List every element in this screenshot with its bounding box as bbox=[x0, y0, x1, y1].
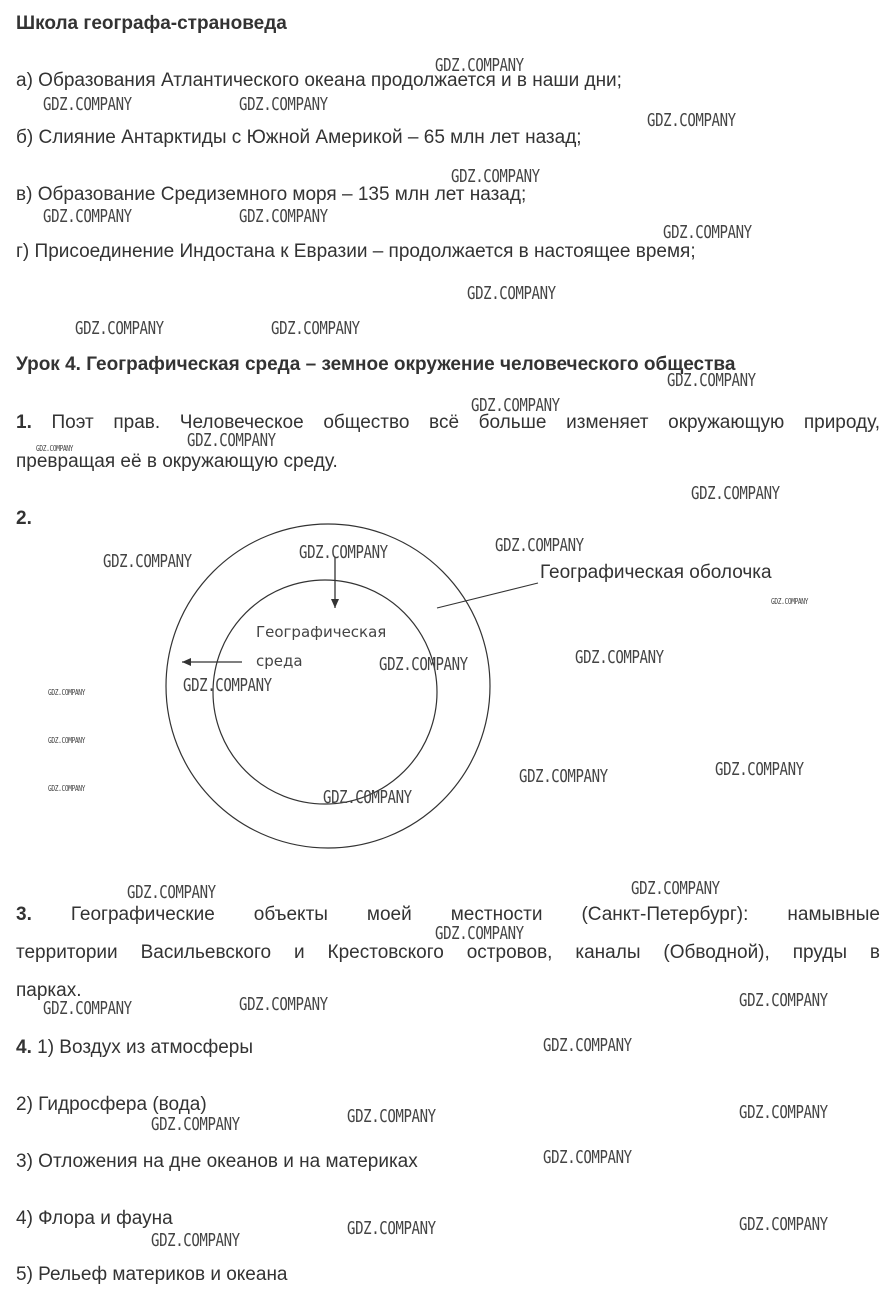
watermark: GDZ.COMPANY bbox=[543, 1147, 632, 1168]
watermark: GDZ.COMPANY bbox=[435, 923, 524, 944]
task4-item-5: 5) Рельеф материков и океана bbox=[16, 1264, 288, 1285]
watermark: GDZ.COMPANY bbox=[715, 759, 804, 780]
watermark: GDZ.COMPANY bbox=[48, 784, 86, 793]
watermark: GDZ.COMPANY bbox=[739, 990, 828, 1011]
watermark: GDZ.COMPANY bbox=[127, 882, 216, 903]
watermark: GDZ.COMPANY bbox=[519, 766, 608, 787]
task3-number: 3. bbox=[16, 904, 32, 925]
watermark: GDZ.COMPANY bbox=[187, 430, 276, 451]
school-item-b: б) Слияние Антарктиды с Южной Америкой – 65 млн лет назад; bbox=[16, 127, 582, 148]
watermark: GDZ.COMPANY bbox=[271, 318, 360, 339]
task1-text1: Поэт прав. Человеческое общество всё больше изменяет окружающую природу, bbox=[31, 412, 880, 433]
watermark: GDZ.COMPANY bbox=[323, 787, 412, 808]
watermark: GDZ.COMPANY bbox=[543, 1035, 632, 1056]
task1-number: 1. bbox=[16, 412, 32, 433]
inner-label-1: Географическая bbox=[256, 623, 387, 641]
task4-item-3: 3) Отложения на дне океанов и на материках bbox=[16, 1151, 418, 1172]
watermark: GDZ.COMPANY bbox=[495, 535, 584, 556]
watermark: GDZ.COMPANY bbox=[739, 1214, 828, 1235]
watermark: GDZ.COMPANY bbox=[151, 1114, 240, 1135]
watermark: GDZ.COMPANY bbox=[347, 1218, 436, 1239]
watermark: GDZ.COMPANY bbox=[43, 998, 132, 1019]
task2-number: 2. bbox=[16, 508, 32, 529]
watermark: GDZ.COMPANY bbox=[647, 110, 736, 131]
task4-number: 4. bbox=[16, 1037, 32, 1058]
task4-item-2: 2) Гидросфера (вода) bbox=[16, 1094, 207, 1115]
watermark: GDZ.COMPANY bbox=[239, 994, 328, 1015]
watermark: GDZ.COMPANY bbox=[103, 551, 192, 572]
task4-text1: 1) Воздух из атмосферы bbox=[31, 1037, 254, 1058]
watermark: GDZ.COMPANY bbox=[435, 55, 524, 76]
watermark: GDZ.COMPANY bbox=[239, 206, 328, 227]
task4-item-4: 4) Флора и фауна bbox=[16, 1208, 173, 1229]
watermark: GDZ.COMPANY bbox=[631, 878, 720, 899]
watermark: GDZ.COMPANY bbox=[183, 675, 272, 696]
watermark: GDZ.COMPANY bbox=[43, 94, 132, 115]
watermark: GDZ.COMPANY bbox=[739, 1102, 828, 1123]
watermark: GDZ.COMPANY bbox=[48, 736, 86, 745]
inner-label-2: среда bbox=[256, 652, 303, 670]
watermark: GDZ.COMPANY bbox=[663, 222, 752, 243]
watermark: GDZ.COMPANY bbox=[36, 444, 74, 453]
watermark: GDZ.COMPANY bbox=[771, 597, 809, 606]
task3-line2: территории Васильевского и Крестовского островов, каналы (Обводной), пруды в bbox=[16, 942, 880, 963]
school-item-g: г) Присоединение Индостана к Евразии – продолжается в настоящее время; bbox=[16, 241, 696, 262]
task3-line3: парках. bbox=[16, 980, 82, 1001]
watermark: GDZ.COMPANY bbox=[347, 1106, 436, 1127]
watermark: GDZ.COMPANY bbox=[467, 283, 556, 304]
outer-label: Географическая оболочка bbox=[540, 562, 772, 583]
watermark: GDZ.COMPANY bbox=[379, 654, 468, 675]
watermark: GDZ.COMPANY bbox=[239, 94, 328, 115]
watermark: GDZ.COMPANY bbox=[451, 166, 540, 187]
watermark: GDZ.COMPANY bbox=[471, 395, 560, 416]
watermark: GDZ.COMPANY bbox=[151, 1230, 240, 1251]
school-item-v: в) Образование Средиземного моря – 135 млн лет назад; bbox=[16, 184, 527, 205]
task4-item-1 bbox=[16, 1036, 253, 1060]
task3-text1: Географические объекты моей местности (Санкт-Петербург): намывные bbox=[31, 904, 880, 925]
task1-line2: превращая её в окружающую среду. bbox=[16, 451, 338, 472]
lesson-title: Урок 4. Географическая среда – земное окружение человеческого общества bbox=[16, 354, 736, 375]
heading-school: Школа географа-страноведа bbox=[16, 13, 287, 34]
pointer-line bbox=[437, 583, 538, 608]
school-item-a: а) Образования Атлантического океана продолжается и в наши дни; bbox=[16, 70, 622, 91]
watermark: GDZ.COMPANY bbox=[299, 542, 388, 563]
watermark: GDZ.COMPANY bbox=[667, 370, 756, 391]
watermark: GDZ.COMPANY bbox=[75, 318, 164, 339]
watermark: GDZ.COMPANY bbox=[575, 647, 664, 668]
watermark: GDZ.COMPANY bbox=[48, 688, 86, 697]
watermark: GDZ.COMPANY bbox=[43, 206, 132, 227]
watermark: GDZ.COMPANY bbox=[691, 483, 780, 504]
